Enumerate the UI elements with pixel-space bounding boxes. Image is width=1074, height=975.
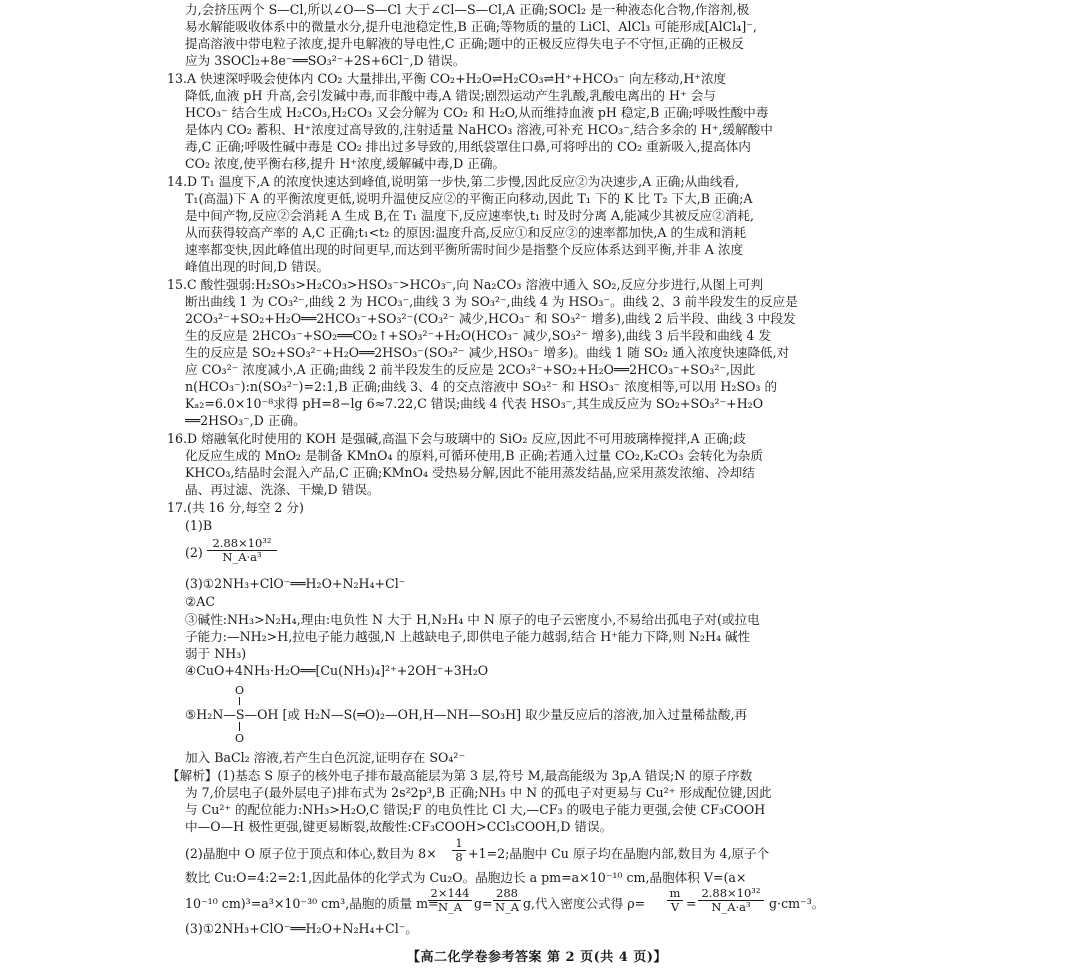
fraction-denominator: N_A [494,900,520,914]
q17-answer-3c: 弱于 NH₃) [185,646,247,661]
analysis-2-line-3c: g,代入密度公式得 ρ= [523,896,646,911]
q14-line: 峰值出现的时间,D 错误。 [185,259,330,274]
fraction-numerator: 1 [455,836,463,850]
q17-heading: 17.(共 16 分,每空 2 分) [167,500,304,515]
q15-line: Kₐ₂=6.0×10⁻⁸求得 pH=8−lg 6≈7.22,C 错误;曲线 4 代表 HSO₃⁻,其生成反应为 SO₂+SO₃²⁻+H₂O [185,396,764,411]
fraction-one-eighth [452,837,466,864]
fraction-denominator: N_A·a³ [698,900,764,914]
q15-line: 2CO₃²⁻+SO₂+H₂O══2HCO₃⁻+SO₃²⁻(CO₃²⁻ 减少,HCO₃⁻ 和 SO₃²⁻ 增多),曲线 2 后半段、曲线 3 中段发 [185,311,796,326]
analysis-2-line-3b: g= [474,896,493,911]
fraction-density [698,887,764,914]
q12-line: 易水解能吸收体系中的微量水分,提升电池稳定性,B 正确;等物质的量的 LiCl、AlCl₃ 可能形成[AlCl₄]⁻, [185,19,757,34]
fraction-numerator: 2×144 [430,886,470,900]
fraction-denominator: V [667,900,683,914]
q15-line: 生的反应是 SO₂+SO₃²⁻+H₂O══2HSO₃⁻(SO₃²⁻ 减少,HSO₃⁻ 增多)。曲线 1 随 SO₂ 通入浓度快速降低,对 [185,345,790,360]
analysis-2-line-3e: g·cm⁻³。 [769,896,825,911]
q16-line: 16.D 熔融氧化时使用的 KOH 是强碱,高温下会与玻璃中的 SiO₂ 反应,因此不可用玻璃棒搅拌,A 正确;歧 [167,431,746,446]
structure-bond-top [239,697,240,705]
fraction-numerator: m [669,886,681,900]
q17-answer-3e-cont: 加入 BaCl₂ 溶液,若产生白色沉淀,证明存在 SO₄²⁻ [185,750,466,765]
q17-answer-3c: ③碱性:NH₃>N₂H₄,理由:电负性 N 大于 H,N₂H₄ 中 N 原子的电子云密度小,不易给出孤电子对(或拉电 [185,612,760,627]
q17-answer-3c: 子能力:—NH₂>H,拉电子能力越强,N 上越缺电子,即供电子能力越弱,结合 H⁺能力下降,则 N₂H₄ 碱性 [185,629,751,644]
fraction-mass [428,887,472,914]
q17-answer-1: (1)B [185,518,213,533]
fraction-denominator: N_A·a³ [207,550,277,564]
fraction-numerator: 2.88×10³² [212,536,272,550]
fraction-288 [493,887,521,914]
q13-line: 是体内 CO₂ 蓄积、H⁺浓度过高导致的,注射适量 NaHCO₃ 溶液,可补充 HCO₃⁻,结合多余的 H⁺,缓解酸中 [185,122,773,137]
q13-line: 毒,C 正确;呼吸性碱中毒是 CO₂ 排出过多导致的,用纸袋罩住口鼻,可将呼出的 CO₂ 重新吸入,提高体内 [185,139,751,154]
page-footer: 【高二化学卷参考答案 第 2 页(共 4 页)】 [406,950,668,965]
q17-answer-3e: ⑤H₂N—S—OH [或 H₂N—S(═O)₂—OH,H—NH—SO₃H] 取少量反应后的溶液,加入过量稀盐酸,再 [185,707,748,722]
fraction-numerator: 2.88×10³² [701,886,761,900]
fraction-denominator: 8 [452,850,466,864]
structure-oxygen-bottom: O [235,732,245,745]
analysis-line: 与 Cu²⁺ 的配位能力:NH₃>H₂O,C 错误;F 的电负性比 Cl 大,—CF₃ 的吸电子能力更强,会使 CF₃COOH [185,802,766,817]
analysis-line: 为 7,价层电子(最外层电子)排布式为 2s²2p³,B 正确;NH₃ 中 N 的孤电子对更易与 Cu²⁺ 形成配位键,因此 [185,785,772,800]
fraction-denominator: N_A [428,900,472,914]
q17-answer-3b: ②AC [185,594,216,609]
q13-line: CO₂ 浓度,使平衡右移,提升 H⁺浓度,缓解碱中毒,D 正确。 [185,156,506,171]
q13-line: 降低,血液 pH 升高,会引发碱中毒,而非酸中毒,A 错误;剧烈运动产生乳酸,乳酸电离出的 H⁺ 会与 [185,88,716,103]
q12-line: 应为 3SOCl₂+8e⁻══SO₃²⁻+2S+6Cl⁻,D 错误。 [185,53,466,68]
q17-answer-2-fraction [207,537,277,564]
q17-answer-3: (3)①2NH₃+ClO⁻══H₂O+N₂H₄+Cl⁻ [185,576,406,591]
structure-oxygen-top: O [235,684,245,697]
structure-bond-bottom [239,722,240,731]
q12-line: 力,会挤压两个 S—Cl,所以∠O—S—Cl 大于∠Cl—S—Cl,A 正确;SOCl₂ 是一种液态化合物,作溶剂,极 [185,2,750,17]
q15-line: 断出曲线 1 为 CO₃²⁻,曲线 2 为 HCO₃⁻,曲线 3 为 SO₃²⁻,曲线 4 为 HSO₃⁻。曲线 2、3 前半段发生的反应是 [185,294,798,309]
q14-line: 14.D T₁ 温度下,A 的浓度快速达到峰值,说明第一步快,第二步慢,因此反应②为决速步,A 正确;从曲线看, [167,174,740,189]
analysis-2-line-b: +1=2;晶胞中 Cu 原子均在晶胞内部,数目为 4,原子个 [468,846,770,861]
q15-line: 15.C 酸性强弱:H₂SO₃>H₂CO₃>HSO₃⁻>HCO₃⁻,向 Na₂CO₃ 溶液中通入 SO₂,反应分步进行,从图上可判 [167,277,763,292]
analysis-3-line: (3)①2NH₃+ClO⁻══H₂O+N₂H₄+Cl⁻。 [185,921,419,936]
q16-line: 晶、再过滤、洗涤、干燥,D 错误。 [185,482,380,497]
analysis-line: 【解析】(1)基态 S 原子的核外电子排布最高能层为第 3 层,符号 M,最高能级为 3p,A 错误;N 的原子序数 [167,768,753,783]
q17-answer-3d: ④CuO+4NH₃·H₂O══[Cu(NH₃)₄]²⁺+2OH⁻+3H₂O [185,663,489,678]
fraction-numerator: 288 [496,886,518,900]
q15-line: n(HCO₃⁻):n(SO₃²⁻)=2:1,B 正确;曲线 3、4 的交点溶液中 SO₃²⁻ 和 HSO₃⁻ 浓度相等,可以用 H₂SO₃ 的 [185,379,778,394]
q14-line: T₁(高温)下 A 的平衡浓度更低,说明升温使反应②的平衡正向移动,因此 T₁ 下的 K 比 T₂ 下大,B 正确;A [185,191,753,206]
fraction-m-over-v [667,887,683,914]
analysis-2-line-3d: = [686,896,697,911]
q16-line: 化反应生成的 MnO₂ 是制备 KMnO₄ 的原料,可循环使用,B 正确;若通入过量 CO₂,K₂CO₃ 会转化为杂质 [185,448,763,463]
q13-line: 13.A 快速深呼吸会使体内 CO₂ 大量排出,平衡 CO₂+H₂O⇌H₂CO₃⇌H⁺+HCO₃⁻ 向左移动,H⁺浓度 [167,71,727,86]
analysis-2-line-2: 数比 Cu:O=4:2=2:1,因此晶体的化学式为 Cu₂O。晶胞边长 a pm=a×10⁻¹⁰ cm,晶胞体积 V=(a× [185,870,747,885]
q15-line: 生的反应是 2HCO₃⁻+SO₂══CO₂↑+SO₃²⁻+H₂O(HCO₃⁻ 减少,SO₃²⁻ 增多),曲线 3 后半段和曲线 4 发 [185,328,771,343]
q12-line: 提高溶液中带电粒子浓度,提升电解液的导电性,C 正确;题中的正极反应得失电子不守恒,正确的正极反 [185,36,744,51]
analysis-2-line-a: (2)晶胞中 O 原子位于顶点和体心,数目为 8× [185,846,437,861]
q14-line: 从而获得较高产率的 A,C 正确;t₁<t₂ 的原因:温度升高,反应①和反应②的速率都加快,A 的生成和消耗 [185,225,747,240]
q15-line: 应 CO₃²⁻ 浓度减小,A 正确;曲线 2 前半段发生的反应是 2CO₃²⁻+SO₂+H₂O══2HCO₃⁻+SO₃²⁻,因此 [185,362,756,377]
q16-line: KHCO₃,结晶时会混入产品,C 正确;KMnO₄ 受热易分解,因此不能用蒸发结晶,应采用蒸发浓缩、冷却结 [185,465,755,480]
analysis-line: 中—O—H 极性更强,键更易断裂,故酸性:CF₃COOH>CCl₃COOH,D 错误。 [185,819,613,834]
q14-line: 速率都变快,因此峰值出现的时间更早,而达到平衡所需时间少是指整个反应体系达到平衡,并非 A 浓度 [185,242,744,257]
q13-line: HCO₃⁻ 结合生成 H₂CO₃,H₂CO₃ 又会分解为 CO₂ 和 H₂O,从而维持血液 pH 稳定,B 正确;呼吸性酸中毒 [185,105,769,120]
q15-line: ══2HSO₃⁻,D 正确。 [185,413,306,428]
q17-answer-2-label: (2) [185,545,203,560]
q14-line: 是中间产物,反应②会消耗 A 生成 B,在 T₁ 温度下,反应速率快,t₁ 时及时分离 A,能减少其被反应②消耗, [185,208,755,223]
analysis-2-line-3a: 10⁻¹⁰ cm)³=a³×10⁻³⁰ cm³,晶胞的质量 m= [185,896,439,911]
